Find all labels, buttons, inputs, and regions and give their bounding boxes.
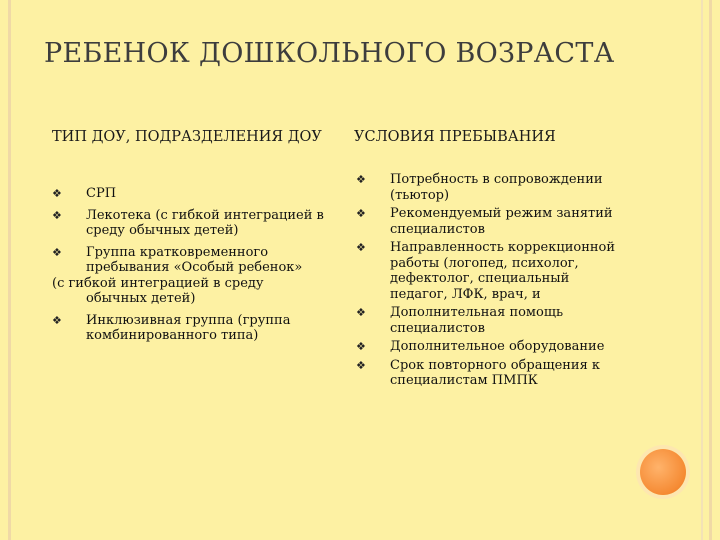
left-border-line bbox=[8, 0, 11, 540]
slide-title: РЕБЕНОК ДОШКОЛЬНОГО ВОЗРАСТА bbox=[44, 38, 615, 69]
list-item-text: СРП bbox=[86, 186, 117, 201]
diamond-bullet-icon: ❖ bbox=[356, 207, 366, 220]
list-item-text: Потребность в сопровождении (тьютор) bbox=[390, 172, 603, 203]
diamond-bullet-icon: ❖ bbox=[356, 306, 366, 319]
diamond-bullet-icon: ❖ bbox=[356, 358, 366, 372]
list-item bbox=[356, 172, 616, 203]
list-item-text: Инклюзивная группа (группа комбинированного типа) bbox=[86, 312, 291, 343]
list-item bbox=[356, 339, 616, 355]
diamond-bullet-icon: ❖ bbox=[52, 313, 62, 327]
decorative-circle-icon bbox=[640, 449, 686, 495]
list-item bbox=[356, 206, 616, 237]
list-item-text: Рекомендуемый режим занятий специалистов bbox=[390, 206, 613, 237]
left-column-list bbox=[52, 186, 332, 350]
list-item-text: Дополнительная помощь специалистов bbox=[390, 305, 564, 336]
right-column-heading: УСЛОВИЯ ПРЕБЫВАНИЯ bbox=[354, 129, 556, 145]
list-note bbox=[52, 276, 332, 307]
left-column-heading: ТИП ДОУ, ПОДРАЗДЕЛЕНИЯ ДОУ bbox=[52, 129, 322, 145]
diamond-bullet-icon: ❖ bbox=[356, 340, 366, 353]
list-item bbox=[356, 240, 616, 302]
list-item-text: Направленность коррекционной работы (логопед, психолог, дефектолог, специальный педагог, ЛФК, врач, и bbox=[390, 240, 616, 302]
diamond-bullet-icon: ❖ bbox=[52, 187, 62, 200]
note-line-2: обычных детей) bbox=[86, 291, 196, 306]
list-item bbox=[356, 358, 616, 389]
right-border-line bbox=[709, 0, 712, 540]
list-item bbox=[52, 186, 332, 202]
list-item-text: Лекотека (с гибкой интеграцией в среду обычных детей) bbox=[86, 207, 324, 238]
list-item-text: Группа кратковременного пребывания «Особый ребенок» bbox=[86, 244, 303, 275]
diamond-bullet-icon: ❖ bbox=[52, 245, 62, 259]
right-column-list bbox=[356, 172, 616, 392]
list-item bbox=[52, 245, 332, 276]
list-item bbox=[52, 208, 332, 239]
diamond-bullet-icon: ❖ bbox=[356, 173, 366, 186]
right-inner-border-line bbox=[701, 0, 703, 540]
diamond-bullet-icon: ❖ bbox=[356, 241, 366, 254]
list-item bbox=[52, 313, 332, 344]
list-item-text: Дополнительное оборудование bbox=[390, 339, 605, 354]
diamond-bullet-icon: ❖ bbox=[52, 208, 62, 222]
note-line-1: (с гибкой интеграцией в среду bbox=[52, 275, 264, 291]
list-item bbox=[356, 305, 616, 336]
list-item-text: Срок повторного обращения к специалистам ПМПК bbox=[390, 357, 601, 388]
